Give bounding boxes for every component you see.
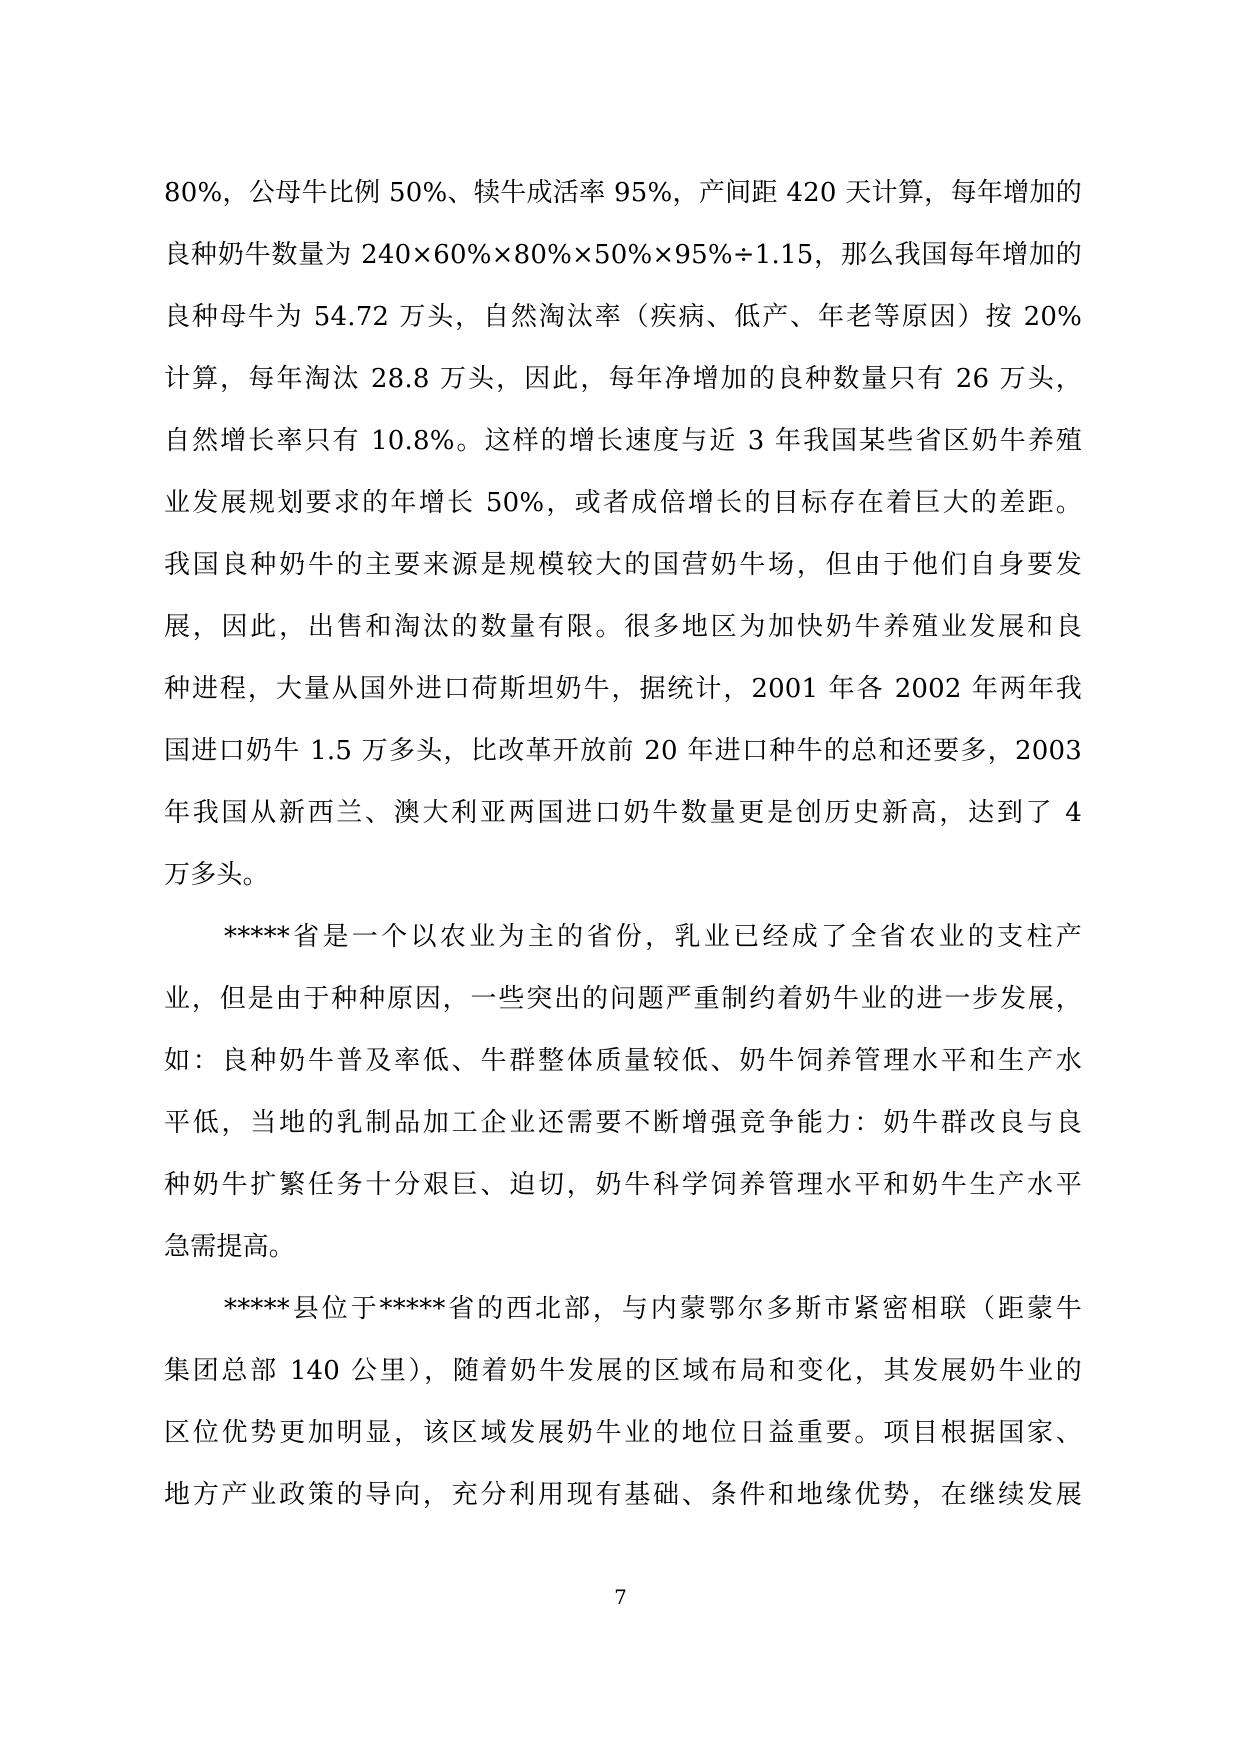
text-line: 种奶牛扩繁任务十分艰巨、迫切，奶牛科学饲养管理水平和奶牛生产水平: [164, 1170, 1082, 1200]
text-line: 急需提高。: [164, 1232, 296, 1262]
text-line: *****县位于*****省的西北部，与内蒙鄂尔多斯市紧密相联（距蒙牛: [224, 1294, 1082, 1324]
text-line: 区位优势更加明显，该区域发展奶牛业的地位日益重要。项目根据国家、: [164, 1418, 1082, 1448]
page-number: 7: [614, 1585, 627, 1609]
text-line: 自然增长率只有 10.8%。这样的增长速度与近 3 年我国某些省区奶牛养殖: [164, 426, 1082, 456]
text-line: 集团总部 140 公里），随着奶牛发展的区域布局和变化，其发展奶牛业的: [164, 1356, 1082, 1386]
text-line: 我国良种奶牛的主要来源是规模较大的国营奶牛场，但由于他们自身要发: [164, 550, 1082, 580]
text-line: 地方产业政策的导向，充分利用现有基础、条件和地缘优势，在继续发展: [164, 1480, 1082, 1510]
text-line: 80%，公母牛比例 50%、犊牛成活率 95%，产间距 420 天计算，每年增加的: [164, 178, 1082, 208]
text-line: 国进口奶牛 1.5 万多头，比改革开放前 20 年进口种牛的总和还要多，2003: [164, 736, 1082, 766]
text-line: 如：良种奶牛普及率低、牛群整体质量较低、奶牛饲养管理水平和生产水: [164, 1046, 1082, 1076]
text-line: 良种母牛为 54.72 万头，自然淘汰率（疾病、低产、年老等原因）按 20%: [164, 302, 1082, 332]
text-line: 良种奶牛数量为 240×60%×80%×50%×95%÷1.15，那么我国每年增加的: [164, 240, 1082, 270]
text-line: 种进程，大量从国外进口荷斯坦奶牛，据统计，2001 年各 2002 年两年我: [164, 674, 1082, 704]
text-line: 业发展规划要求的年增长 50%，或者成倍增长的目标存在着巨大的差距。: [164, 488, 1082, 518]
document-body: [164, 162, 1082, 1526]
text-line: 万多头。: [164, 860, 269, 890]
text-line: 年我国从新西兰、澳大利亚两国进口奶牛数量更是创历史新高，达到了 4: [164, 798, 1082, 828]
text-line: 展，因此，出售和淘汰的数量有限。很多地区为加快奶牛养殖业发展和良: [164, 612, 1082, 642]
text-line: 平低，当地的乳制品加工企业还需要不断增强竞争能力：奶牛群改良与良: [164, 1108, 1082, 1138]
text-line: *****省是一个以农业为主的省份，乳业已经成了全省农业的支柱产: [224, 922, 1082, 952]
text-line: 计算，每年淘汰 28.8 万头，因此，每年净增加的良种数量只有 26 万头，: [164, 364, 1082, 394]
text-line: 业，但是由于种种原因，一些突出的问题严重制约着奶牛业的进一步发展，: [164, 984, 1082, 1014]
